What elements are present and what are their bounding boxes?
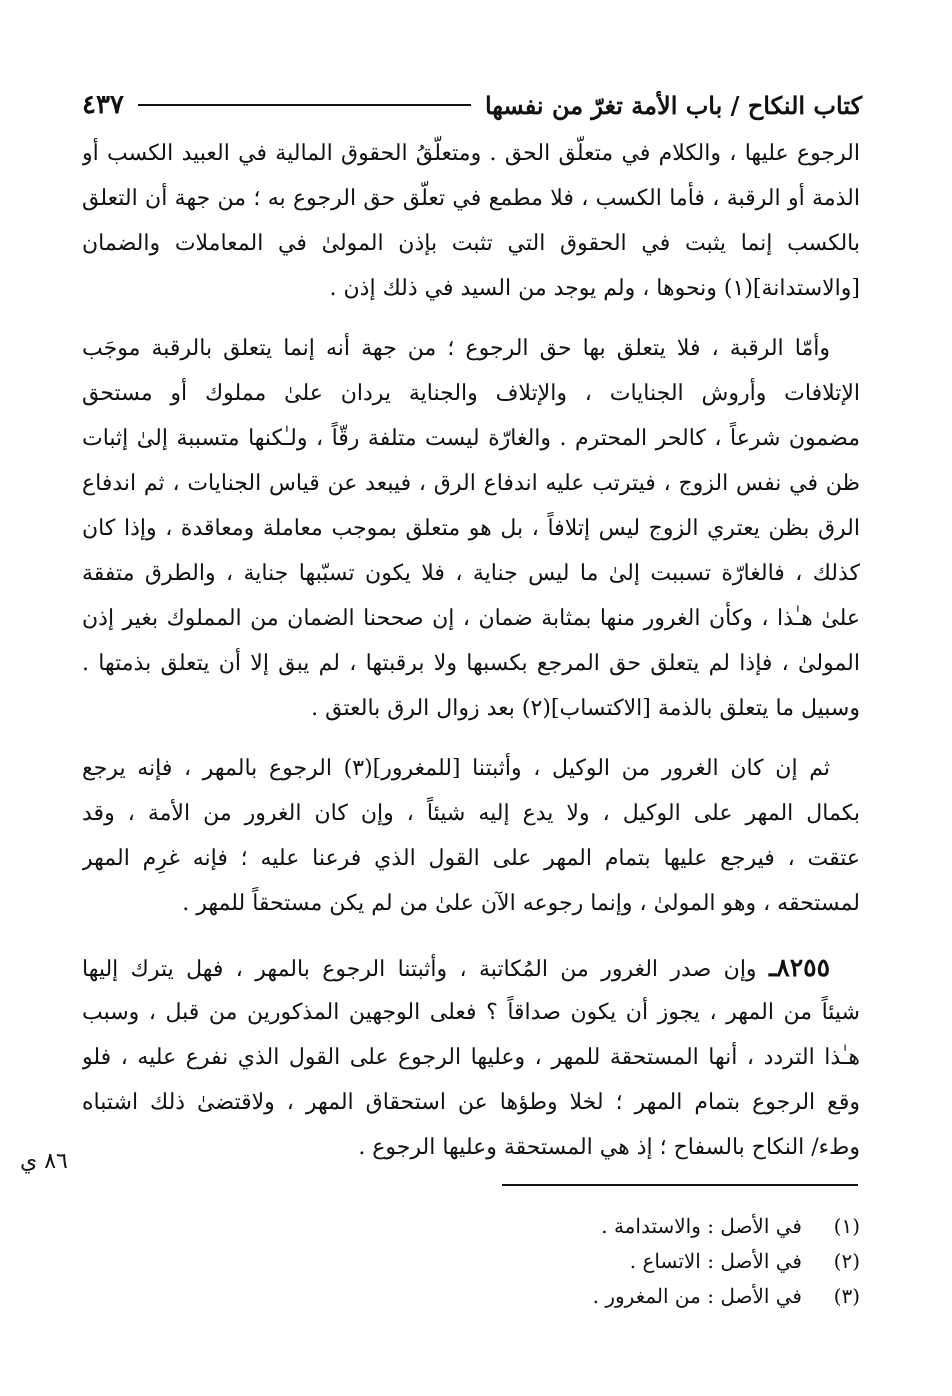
body-line: وسبيل ما يتعلق بالذمة [الاكتساب](٢) بعد زوال الرق بالعتق . [311,696,860,721]
body-line-text: وإن صدر الغرور من المُكاتبة ، وأثبتنا الرجوع بالمهر ، فهل يترك إليها [82,957,757,982]
footnote [500,1280,860,1312]
body-line: وأمّا الرقبة ، فلا يتعلق بها حق الرجوع ؛ من جهة أنه إنما يتعلق بالرقبة موجَب [82,336,830,361]
body-line: الرق بظن يعتري الزوج ليس إتلافاً ، بل هو متعلق بموجب معاملة ومعاقدة ، وإذا كان [82,516,860,541]
header-rule [138,104,471,106]
manuscript-folio-note: ٨٦ ي [20,1149,68,1174]
page-number: ٤٣٧ [82,90,124,120]
body-line: الرجوع عليها ، والكلام في متعلّق الحق . ومتعلّقُ الحقوق المالية في العبيد الكسب أو [82,141,860,166]
running-header [82,82,862,128]
body-line: شيئاً من المهر ، يجوز أن يكون صداقاً ؟ فعلى الوجهين المذكورين من قبل ، وسبب [82,1000,860,1025]
body-line: هـٰذا التردد ، أنها المستحقة للمهر ، وعليها الرجوع على القول الذي نفرع عليه ، فلو [82,1045,860,1070]
body-line: عتقت ، فيرجع عليها بتمام المهر على القول الذي فرعنا عليه ؛ فإنه غرِم المهر [82,846,860,871]
body-line: ثم إن كان الغرور من الوكيل ، وأثبتنا [للمغرور](٣) الرجوع بالمهر ، فإنه يرجع [82,756,830,781]
body-line: بكمال المهر على الوكيل ، ولا يدع إليه شيئاً ، وإن كان الغرور من الأمة ، وقد [82,801,860,826]
footnote-text: في الأصل : الاتساع . [629,1249,802,1273]
body-line: لمستحقه ، وهو المولىٰ ، وإنما رجوعه الآن علىٰ من لم يكن مستحقاً للمهر . [182,891,860,916]
footnote-text: في الأصل : من المغرور . [592,1284,802,1308]
body-line: [والاستدانة](١) ونحوها ، ولم يوجد من السيد في ذلك إذن . [329,276,860,301]
body-line: الذمة أو الرقبة ، فأما الكسب ، فلا مطمع في تعلّق حق الرجوع به ؛ من جهة أن التعلق [82,186,860,211]
body-line: الإتلافات وأروش الجنايات ، والإتلاف والجناية يردان علىٰ مملوك أو مستحق [82,381,860,406]
body-line: كذلك ، فالغارّة تسببت إلىٰ ما ليس جناية ، فلا يكون تسبّبها جناية ، والطرق متفقة [82,561,860,586]
numbered-paragraph-line [82,946,860,990]
body-line: المولىٰ ، فإذا لم يتعلق حق المرجع بكسبها ولا برقبتها ، لم يبق إلا أن يتعلق بذمتها . [82,651,860,676]
footnote [500,1210,860,1242]
chapter-title: كتاب النكاح / باب الأمة تغرّ من نفسها [484,90,862,120]
body-line: ظن في نفس الزوج ، فيترتب عليه اندفاع الرق ، فيبعد عن قياس الجنايات ، ثم اندفاع [82,471,860,496]
footnote [500,1245,860,1277]
paragraph-number: ٨٢٥٥ـ [768,953,830,982]
footnote-number: (٣) [833,1284,860,1308]
footnote-number: (١) [833,1214,860,1238]
body-line: علىٰ هـٰذا ، وكأن الغرور منها بمثابة ضمان ، إن صححنا الضمان من المملوك بغير إذن [82,606,860,631]
body-line: وقع الرجوع بتمام المهر ؛ لخلا وطؤها عن استحقاق المهر ، ولاقتضىٰ ذلك اشتباه [82,1090,860,1115]
footnote-text: في الأصل : والاستدامة . [601,1214,802,1238]
body-line: بالكسب إنما يثبت في الحقوق التي تثبت بإذن المولىٰ في المعاملات والضمان [82,231,860,256]
footnote-rule [502,1184,858,1186]
body-line: مضمون شرعاً ، كالحر المحترم . والغارّة ليست متلفة رقّاً ، ولـٰكنها متسببة إلىٰ إثبات [82,426,860,451]
body-line: وطء/ النكاح بالسفاح ؛ إذ هي المستحقة وعليها الرجوع . [358,1135,860,1160]
footnote-number: (٢) [833,1249,860,1273]
